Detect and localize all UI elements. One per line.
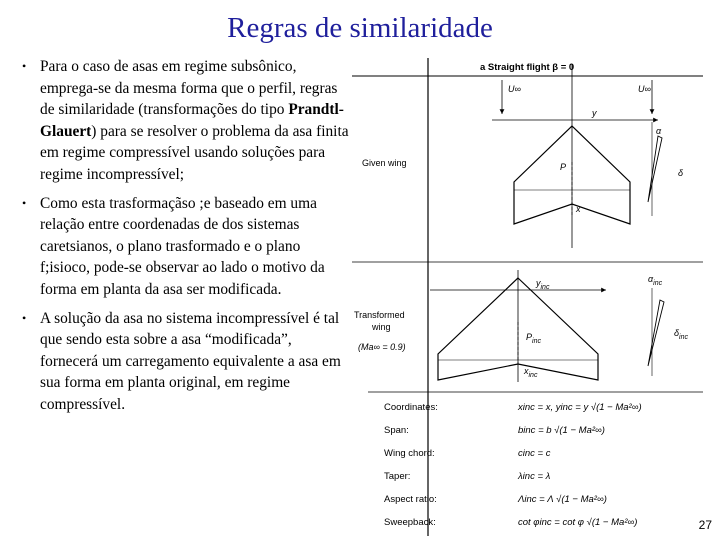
bullet-text: Como esta trasformaçãso ;e baseado em uma relação entre coordenadas de dos sistemas caretsianos, o plano trasformado e o plano f;isioco, pode-se observar ao lado o motivo da forma em planta da asa ser modificada. xyxy=(40,194,325,298)
p-label: P xyxy=(560,162,567,172)
transformed-wing-label-line2: wing xyxy=(372,322,391,332)
delta-inc-label: $\delta_{inc}$ xyxy=(674,328,688,341)
table-row-formula: xinc = x, yinc = y √(1 − Ma²∞) xyxy=(518,402,642,413)
bullet-item xyxy=(22,56,350,186)
given-wing-label: Given wing xyxy=(362,158,407,168)
transformed-wing-label-line1: Transformed xyxy=(354,310,405,320)
bullet-text-bold: Prandtl-Glauert xyxy=(40,101,344,140)
table-row-formula: binc = b √(1 − Ma²∞) xyxy=(518,425,605,436)
case-a-title: a Straight flight β = 0 xyxy=(480,62,575,73)
table-row-label: Coordinates: xyxy=(384,402,438,413)
bullet-dot-icon: • xyxy=(22,195,27,210)
x-label: x xyxy=(576,204,581,214)
u-inf-left-label: U∞ xyxy=(508,84,521,94)
table-row-label: Sweepback: xyxy=(384,517,436,528)
table-row-label: Span: xyxy=(384,425,409,436)
table-row-label: Wing chord: xyxy=(384,448,435,459)
bullet-dot-icon: • xyxy=(22,59,27,73)
similarity-table xyxy=(384,402,642,528)
mach-label: (Ma∞ = 0.9) xyxy=(358,342,406,352)
bullet-dot-icon: • xyxy=(22,310,27,325)
slide-title: Regras de similaridade xyxy=(227,12,493,44)
table-row-formula: cot φinc = cot φ √(1 − Ma²∞) xyxy=(518,517,638,528)
bullet-text: A solução da asa no sistema incompressível é tal que sendo esta sobre a asa “modificada”, fornecerá um carregamento equivalente a asa em sua forma em planta original, em regime compressível. xyxy=(40,309,341,413)
alpha-inc-label: $\alpha_{inc}$ xyxy=(648,274,663,287)
p-inc-label: $P_{inc}$ xyxy=(526,332,541,345)
bullet-list xyxy=(22,56,350,423)
u-inf-right-label: U∞ xyxy=(638,84,651,94)
bullet-text-pre: Para o caso de asas em regime subsônico, emprega-se da mesma forma que o perfil, regras de similaridade (transformações do tipo xyxy=(40,58,338,119)
airfoil-profile-bottom xyxy=(648,300,664,366)
bullet-item xyxy=(22,193,350,301)
page-number: 27 xyxy=(698,518,712,532)
table-row-label: Taper: xyxy=(384,471,411,482)
table-row-formula: λinc = λ xyxy=(518,471,551,482)
airfoil-profile-top xyxy=(648,136,662,202)
x-inc-label: $x_{inc}$ xyxy=(524,366,538,379)
table-row-label: Aspect ratio: xyxy=(384,494,437,505)
bullet-item xyxy=(22,308,350,416)
delta-label: δ xyxy=(678,168,684,178)
wing-similarity-figure xyxy=(340,52,710,536)
alpha-label: α xyxy=(656,126,662,136)
y-inc-label: $y_{inc}$ xyxy=(536,278,550,291)
y-label: y xyxy=(592,108,597,118)
table-row-formula: Λinc = Λ √(1 − Ma²∞) xyxy=(518,494,607,505)
table-row-formula: cinc = c xyxy=(518,448,551,459)
bullet-text-post: ) para se resolver o problema da asa finita em regime compressível usando soluções para regime incompressível; xyxy=(40,122,349,183)
